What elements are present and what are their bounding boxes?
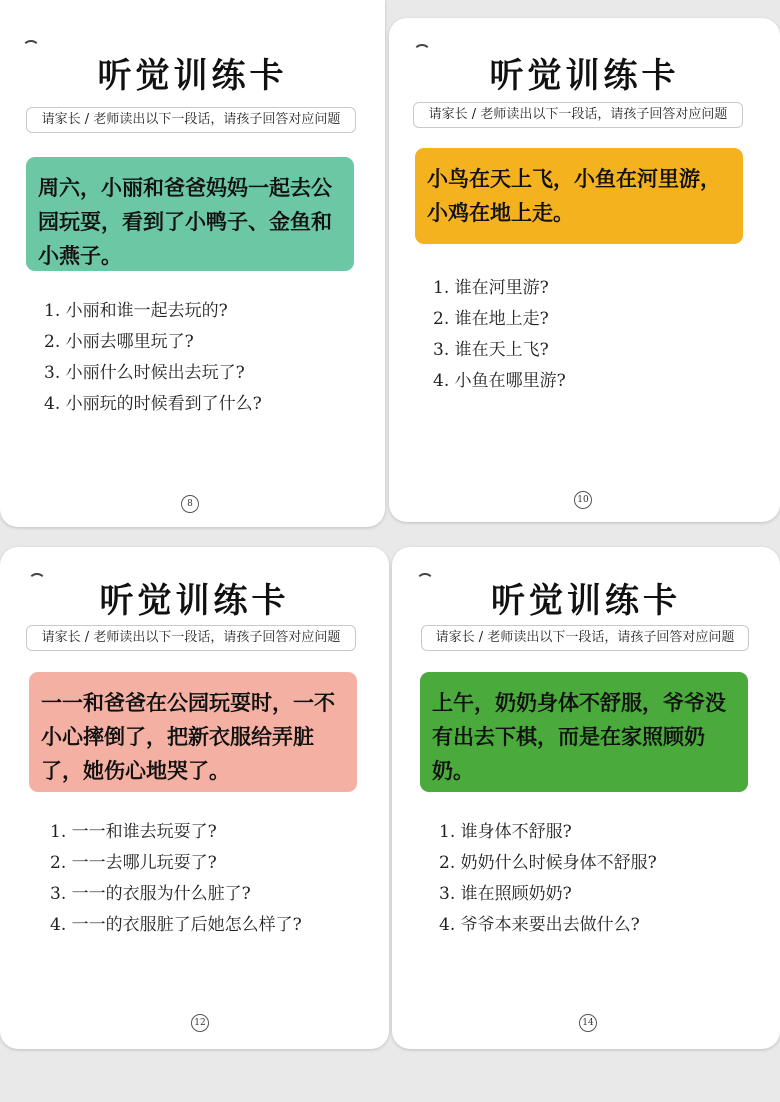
question-item: 2. 一一去哪儿玩耍了? — [50, 853, 217, 873]
passage-box: 上午，奶奶身体不舒服，爷爷没有出去下棋，而是在家照顾奶奶。 — [420, 672, 748, 792]
question-item: 1. 一一和谁去玩耍了? — [50, 822, 217, 842]
question-item: 1. 小丽和谁一起去玩的? — [44, 301, 228, 321]
question-item: 3. 谁在天上飞? — [433, 340, 549, 360]
passage-box: 小鸟在天上飞，小鱼在河里游，小鸡在地上走。 — [415, 148, 743, 244]
question-item: 1. 谁身体不舒服? — [439, 822, 572, 842]
question-item: 2. 小丽去哪里玩了? — [44, 332, 194, 352]
instruction-label: 请家长 / 老师读出以下一段话，请孩子回答对应问题 — [26, 625, 356, 651]
question-item: 4. 一一的衣服脏了后她怎么样了? — [50, 915, 302, 935]
question-item: 2. 奶奶什么时候身体不舒服? — [439, 853, 657, 873]
question-list — [433, 273, 566, 397]
question-list — [50, 817, 302, 941]
question-item: 4. 小鱼在哪里游? — [433, 371, 566, 391]
question-item: 3. 谁在照顾奶奶? — [439, 884, 572, 904]
question-item: 4. 小丽玩的时候看到了什么? — [44, 394, 262, 414]
question-item: 2. 谁在地上走? — [433, 309, 549, 329]
question-list — [439, 817, 657, 941]
instruction-label: 请家长 / 老师读出以下一段话，请孩子回答对应问题 — [421, 625, 749, 651]
page-number: 12 — [191, 1014, 209, 1032]
question-list — [44, 296, 262, 420]
card-title: 听觉训练卡 — [489, 56, 680, 96]
question-item: 4. 爷爷本来要出去做什么? — [439, 915, 640, 935]
question-item: 3. 小丽什么时候出去玩了? — [44, 363, 245, 383]
card-title: 听觉训练卡 — [99, 581, 290, 621]
passage-box: 一一和爸爸在公园玩耍时，一不小心摔倒了，把新衣服给弄脏了，她伤心地哭了。 — [29, 672, 357, 792]
training-card-2 — [389, 18, 780, 522]
training-card-1 — [0, 0, 385, 527]
page-number: 8 — [181, 495, 199, 513]
card-title: 听觉训练卡 — [97, 56, 288, 96]
question-item: 3. 一一的衣服为什么脏了? — [50, 884, 251, 904]
training-card-3 — [0, 547, 389, 1049]
question-item: 1. 谁在河里游? — [433, 278, 549, 298]
instruction-label: 请家长 / 老师读出以下一段话，请孩子回答对应问题 — [26, 107, 356, 133]
passage-box: 周六，小丽和爸爸妈妈一起去公园玩耍，看到了小鸭子、金鱼和小燕子。 — [26, 157, 354, 271]
page-number: 10 — [574, 491, 592, 509]
card-title: 听觉训练卡 — [491, 581, 681, 621]
training-card-4 — [392, 547, 780, 1049]
page-number: 14 — [579, 1014, 597, 1032]
instruction-label: 请家长 / 老师读出以下一段话，请孩子回答对应问题 — [413, 102, 743, 128]
